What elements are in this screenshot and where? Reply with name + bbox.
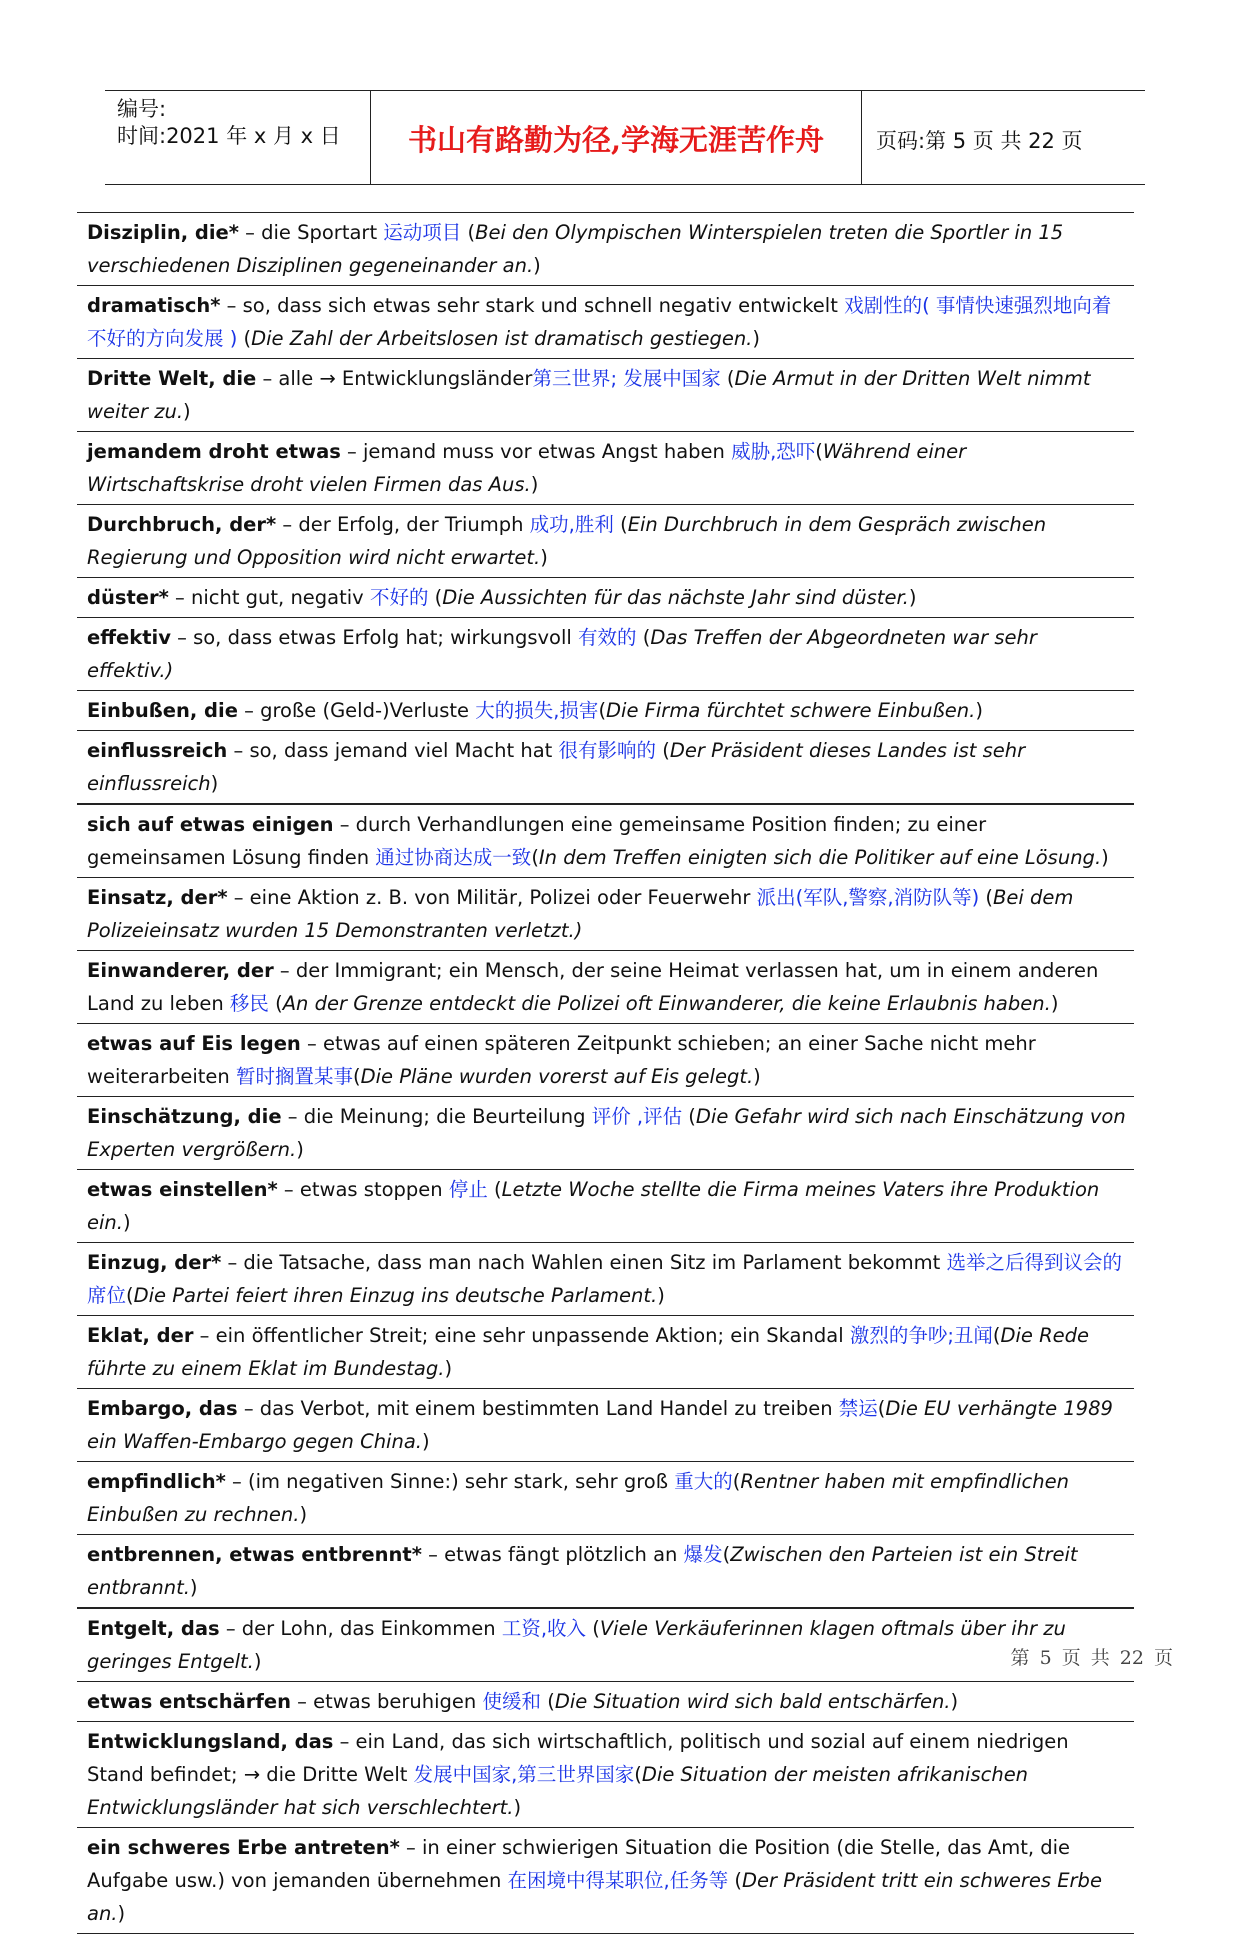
glossary-definition: – etwas auf einen späteren Zeitpunkt schieben; an einer Sache nicht mehr weiterarbeiten: [87, 1032, 1036, 1088]
glossary-example: Die Partei feiert ihren Einzug ins deutsche Parlament.: [133, 1284, 658, 1307]
glossary-term: jemandem droht etwas: [87, 440, 341, 463]
glossary-term: etwas auf Eis legen: [87, 1032, 301, 1055]
glossary-example: Viele Verkäuferinnen klagen oftmals über ihr zu geringes Entgelt.: [87, 1617, 1066, 1673]
glossary-definition: – etwas fängt plötzlich an: [421, 1543, 684, 1566]
glossary-definition: – der Immigrant; ein Mensch, der seine Heimat verlassen hat, um in einem anderen Land zu leben: [87, 959, 1099, 1015]
glossary-term: Eklat, der: [87, 1324, 194, 1347]
example-open-paren: (: [487, 1178, 502, 1201]
glossary-definition: – ein Land, das sich wirtschaftlich, politisch und sozial auf einem niedrigen Stand befindet; → die Dritte Welt: [87, 1730, 1069, 1786]
glossary-entry: [77, 359, 1134, 432]
example-close-paren: ): [183, 400, 191, 423]
glossary-example: Die Situation wird sich bald entschärfen.: [554, 1690, 951, 1713]
example-close-paren: ): [189, 1576, 198, 1599]
glossary-definition: – ein öffentlicher Streit; eine sehr unpassende Aktion; ein Skandal: [193, 1324, 850, 1347]
glossary-term: Embargo, das: [87, 1397, 238, 1420]
glossary-example: Das Treffen der Abgeordneten war sehr effektiv.): [87, 626, 1037, 682]
glossary-entry: [77, 1024, 1134, 1097]
glossary-term: Entgelt, das: [87, 1617, 220, 1640]
page-number-label: 页码:第 5 页 共 22 页: [876, 129, 1083, 153]
glossary-translation: 通过协商达成一致: [375, 846, 532, 869]
example-close-paren: ): [752, 327, 760, 350]
example-close-paren: ): [950, 1690, 959, 1713]
glossary-translation: 第三世界; 发展中国家: [532, 367, 721, 390]
example-open-paren: (: [815, 440, 823, 463]
example-close-paren: ): [444, 1357, 453, 1380]
glossary-term: empfindlich*: [87, 1470, 226, 1493]
example-open-paren: (: [461, 221, 476, 244]
example-open-paren: (: [428, 586, 443, 609]
glossary-translation: 停止: [448, 1178, 488, 1201]
glossary-definition: – (im negativen Sinne:) sehr stark, sehr groß: [225, 1470, 675, 1493]
glossary-term: etwas entschärfen: [87, 1690, 291, 1713]
example-close-paren: ): [530, 473, 539, 496]
example-open-paren: (: [598, 699, 607, 722]
glossary-entry: [77, 878, 1134, 951]
header-page-cell: [862, 91, 1145, 184]
example-close-paren: ): [117, 1902, 126, 1925]
glossary-translation: 激烈的争吵;丑闻: [849, 1324, 993, 1347]
glossary-translation: 暂时搁置某事: [235, 1065, 353, 1088]
example-close-paren: ): [210, 772, 219, 795]
glossary-definition: – durch Verhandlungen eine gemeinsame Position finden; zu einer gemeinsamen Lösung finden: [87, 813, 987, 869]
page-footer: 第 5 页 共 22 页: [1010, 1647, 1173, 1669]
glossary-example: Die Armut in der Dritten Welt nimmt weiter zu.: [87, 367, 1091, 423]
glossary-translation: 工资,收入: [501, 1617, 587, 1640]
example-open-paren: (: [634, 1763, 642, 1786]
glossary-example: Der Präsident dieses Landes ist sehr einflussreich: [87, 739, 1026, 795]
example-open-paren: (: [531, 846, 539, 869]
example-open-paren: (: [586, 1617, 600, 1640]
glossary-term: entbrennen, etwas entbrennt*: [87, 1543, 422, 1566]
glossary-translation: 在困境中得某职位,任务等: [507, 1869, 729, 1892]
glossary-term: Dritte Welt, die: [87, 367, 257, 390]
glossary-term: ein schweres Erbe antreten*: [87, 1836, 400, 1859]
glossary-translation: 禁运: [838, 1397, 878, 1420]
example-close-paren: ): [657, 1284, 665, 1307]
glossary-term: etwas einstellen*: [87, 1178, 278, 1201]
glossary-term: düster*: [87, 586, 169, 609]
glossary-entry: [77, 1462, 1134, 1535]
glossary-entry: [77, 1389, 1134, 1462]
example-open-paren: (: [720, 367, 735, 390]
header-motto-cell: [370, 91, 862, 184]
document-number-label: 编号:: [117, 97, 167, 121]
glossary-term: Einsatz, der*: [87, 886, 228, 909]
glossary-translation: 派出(军队,警察,消防队等): [756, 886, 980, 909]
glossary-term: Einzug, der*: [87, 1251, 222, 1274]
document-header: [105, 90, 1145, 185]
glossary-example: Bei dem Polizeieinsatz wurden 15 Demonstranten verletzt.): [87, 886, 1074, 942]
glossary-term: Disziplin, die*: [87, 221, 239, 244]
glossary-translation: 选举之后得到议会的席位: [87, 1251, 1123, 1307]
glossary-example: Letzte Woche stellte die Firma meines Vaters ihre Produktion ein.: [87, 1178, 1100, 1234]
glossary-definition: – alle → Entwicklungsländer: [256, 367, 533, 390]
glossary-entry: [77, 1170, 1134, 1243]
example-close-paren: ): [753, 1065, 761, 1088]
glossary-example: In dem Treffen einigten sich die Politiker auf eine Lösung.: [538, 846, 1102, 869]
example-close-paren: ): [513, 1796, 522, 1819]
glossary-example: Die Gefahr wird sich nach Einschätzung von Experten vergrößern.: [87, 1105, 1126, 1161]
example-open-paren: (: [992, 1324, 1001, 1347]
glossary-entry: [77, 951, 1134, 1024]
glossary-translation: 使缓和: [482, 1690, 541, 1713]
glossary-definition: – der Erfolg, der Triumph: [276, 513, 530, 536]
glossary-translation: 重大的: [674, 1470, 733, 1493]
glossary-translation: 发展中国家,第三世界国家: [413, 1763, 635, 1786]
example-close-paren: ): [421, 1430, 430, 1453]
glossary-definition: – die Sportart: [238, 221, 384, 244]
glossary-translation: 威胁,恐吓: [731, 440, 816, 463]
glossary-translation: 评价 ,评估: [591, 1105, 683, 1128]
glossary-entry: [77, 618, 1134, 691]
glossary-term: sich auf etwas einigen: [87, 813, 334, 836]
glossary-definition: – die Meinung; die Beurteilung: [281, 1105, 592, 1128]
example-close-paren: ): [122, 1211, 131, 1234]
example-close-paren: ): [253, 1650, 262, 1673]
glossary-term: einflussreich: [87, 739, 228, 762]
example-close-paren: ): [533, 254, 541, 277]
example-open-paren: (: [126, 1284, 134, 1307]
example-open-paren: (: [732, 1470, 741, 1493]
header-meta-cell: [105, 91, 370, 184]
example-open-paren: (: [877, 1397, 886, 1420]
glossary-example: Zwischen den Parteien ist ein Streit entbrannt.: [87, 1543, 1078, 1599]
glossary-entry: [77, 578, 1134, 618]
glossary-definition: – so, dass etwas Erfolg hat; wirkungsvoll: [170, 626, 578, 649]
example-open-paren: (: [722, 1543, 731, 1566]
glossary-definition: – so, dass jemand viel Macht hat: [227, 739, 559, 762]
example-close-paren: ): [299, 1503, 308, 1526]
glossary-entry: [77, 1535, 1134, 1609]
glossary-translation: 戏剧性的( 事情快速强烈地向着不好的方向发展 ): [87, 294, 1112, 350]
example-close-paren: ): [975, 699, 983, 722]
glossary-example: Die Aussichten für das nächste Jahr sind düster.: [442, 586, 909, 609]
glossary-example: Die EU verhängte 1989 ein Waffen-Embargo gegen China.: [87, 1397, 1113, 1453]
example-open-paren: (: [979, 886, 994, 909]
glossary-term: Einschätzung, die: [87, 1105, 282, 1128]
glossary-term: Entwicklungsland, das: [87, 1730, 334, 1753]
glossary-definition: – in einer schwierigen Situation die Position (die Stelle, das Amt, die Aufgabe usw.) von jemanden übernehmen: [87, 1836, 1071, 1892]
glossary-definition: – der Lohn, das Einkommen: [219, 1617, 502, 1640]
glossary-example: Die Rede führte zu einem Eklat im Bundestag.: [87, 1324, 1090, 1380]
glossary-entry: [77, 286, 1134, 359]
glossary-definition: – das Verbot, mit einem bestimmten Land Handel zu treiben: [237, 1397, 839, 1420]
glossary-example: Der Präsident tritt ein schweres Erbe an.: [87, 1869, 1102, 1925]
glossary-entry: [77, 1316, 1134, 1389]
example-close-paren: ): [296, 1138, 304, 1161]
glossary-term: dramatisch*: [87, 294, 221, 317]
glossary-translation: 运动项目: [383, 221, 462, 244]
glossary-entry: [77, 432, 1134, 505]
glossary-list: [77, 212, 1134, 1934]
glossary-example: Die Situation der meisten afrikanischen Entwicklungsländer hat sich verschlechtert.: [87, 1763, 1029, 1819]
glossary-definition: – nicht gut, negativ: [168, 586, 370, 609]
glossary-definition: – so, dass sich etwas sehr stark und schnell negativ entwickelt: [220, 294, 845, 317]
glossary-example: Die Zahl der Arbeitslosen ist dramatisch gestiegen.: [251, 327, 753, 350]
glossary-entry: [77, 1722, 1134, 1828]
glossary-example: An der Grenze entdeckt die Polizei oft Einwanderer, die keine Erlaubnis haben.: [282, 992, 1051, 1015]
glossary-example: Rentner haben mit empfindlichen Einbußen zu rechnen.: [87, 1470, 1069, 1526]
glossary-definition: – etwas stoppen: [277, 1178, 449, 1201]
glossary-entry: [77, 691, 1134, 731]
glossary-translation: 有效的: [578, 626, 637, 649]
glossary-definition: – etwas beruhigen: [290, 1690, 483, 1713]
glossary-example: Die Firma fürchtet schwere Einbußen.: [606, 699, 976, 722]
example-open-paren: (: [237, 327, 252, 350]
glossary-example: Während einer Wirtschaftskrise droht vielen Firmen das Aus.: [87, 440, 967, 496]
glossary-entry: [77, 805, 1134, 878]
glossary-entry: [77, 505, 1134, 578]
motto-text: 书山有路勤为径,学海无涯苦作舟: [407, 123, 825, 157]
glossary-term: Einbußen, die: [87, 699, 238, 722]
example-open-paren: (: [682, 1105, 696, 1128]
example-open-paren: (: [353, 1065, 361, 1088]
glossary-definition: – eine Aktion z. B. von Militär, Polizei oder Feuerwehr: [227, 886, 757, 909]
example-open-paren: (: [541, 1690, 555, 1713]
example-open-paren: (: [656, 739, 670, 762]
glossary-translation: 成功,胜利: [529, 513, 614, 536]
glossary-translation: 不好的: [369, 586, 429, 609]
glossary-definition: – große (Geld-)Verluste: [237, 699, 476, 722]
glossary-entry: [77, 1682, 1134, 1722]
glossary-entry: [77, 1609, 1134, 1682]
glossary-entry: [77, 1828, 1134, 1934]
glossary-example: Ein Durchbruch in dem Gespräch zwischen Regierung und Opposition wird nicht erwartet.: [87, 513, 1047, 569]
glossary-entry: [77, 1097, 1134, 1170]
example-close-paren: ): [1050, 992, 1059, 1015]
document-date-label: 时间:2021 年 x 月 x 日: [117, 124, 341, 148]
glossary-translation: 很有影响的: [558, 739, 657, 762]
example-close-paren: ): [540, 546, 548, 569]
glossary-term: Durchbruch, der*: [87, 513, 277, 536]
glossary-entry: [77, 213, 1134, 286]
example-open-paren: (: [268, 992, 283, 1015]
glossary-entry: [77, 1243, 1134, 1316]
example-open-paren: (: [636, 626, 651, 649]
glossary-entry: [77, 731, 1134, 805]
glossary-translation: 大的损失,损害: [475, 699, 599, 722]
example-open-paren: (: [613, 513, 628, 536]
glossary-translation: 爆发: [683, 1543, 723, 1566]
glossary-translation: 移民: [229, 992, 269, 1015]
glossary-example: Die Pläne wurden vorerst auf Eis gelegt.: [360, 1065, 754, 1088]
example-open-paren: (: [728, 1869, 743, 1892]
glossary-definition: – jemand muss vor etwas Angst haben: [340, 440, 732, 463]
glossary-term: Einwanderer, der: [87, 959, 274, 982]
glossary-definition: – die Tatsache, dass man nach Wahlen einen Sitz im Parlament bekommt: [221, 1251, 947, 1274]
example-close-paren: ): [908, 586, 917, 609]
glossary-term: effektiv: [87, 626, 171, 649]
glossary-example: Bei den Olympischen Winterspielen treten die Sportler in 15 verschiedenen Disziplinen gegeneinander an.: [87, 221, 1064, 277]
example-close-paren: ): [1101, 846, 1109, 869]
